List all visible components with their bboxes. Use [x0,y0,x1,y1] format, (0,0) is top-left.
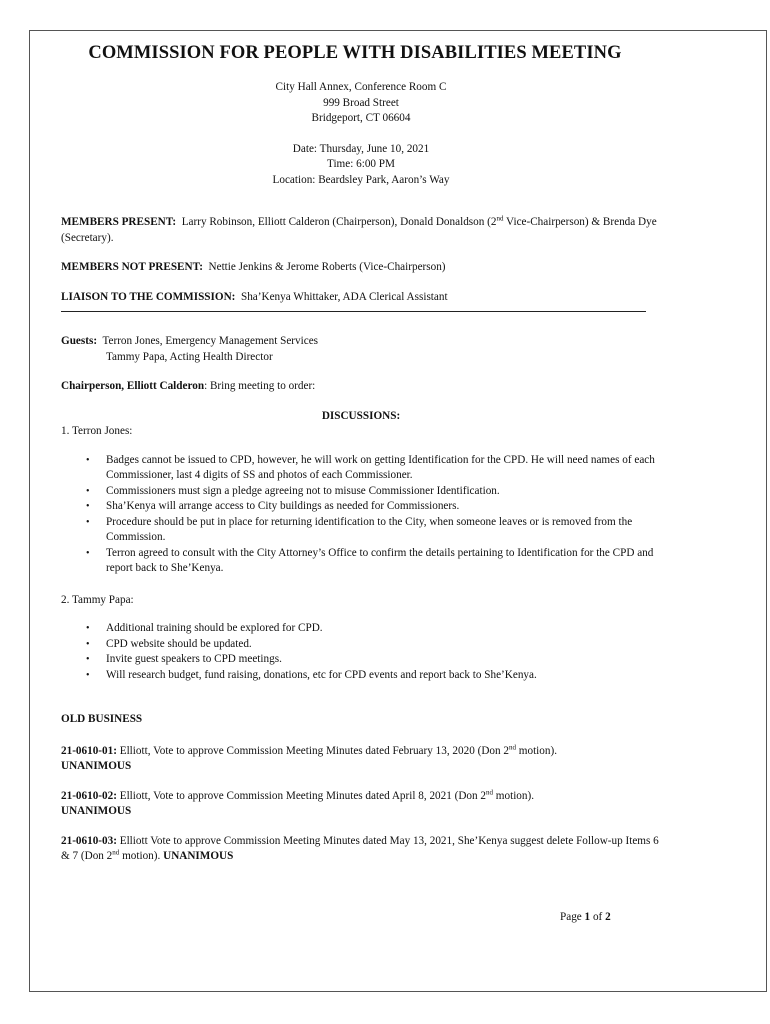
bullet: • [86,669,90,681]
bullet: • [86,638,90,650]
motion-result: UNANIMOUS [61,760,132,772]
bullet: • [86,485,90,497]
address-line-3: Bridgeport, CT 06604 [311,112,411,124]
chair-text: : Bring meeting to order: [204,380,316,392]
old-business-item-2: 21-0610-02: Elliott, Vote to approve Commission Meeting Minutes dated April 8, 2021 (Don 2nd motion). UNANIMOUS [61,787,535,817]
separator-rule [61,311,646,312]
address-line-1: City Hall Annex, Conference Room C [275,81,447,93]
meeting-details [61,142,661,189]
page-number: Page 1 of 2 [560,911,611,923]
bullet: • [86,623,90,634]
document-title: COMMISSION FOR PEOPLE WITH DISABILITIES MEETING [88,43,622,63]
liaison-text: Sha’Kenya Whittaker, ADA Clerical Assistant [240,290,448,303]
members-present-label: MEMBERS PRESENT: [61,216,177,228]
meeting-date: Date: Thursday, June 10, 2021 [292,142,430,155]
list-item: • Procedure should be put in place for returning identification to the City, when someone leaves or is removed from the Commission. [86,515,633,543]
meeting-location: Location: Beardsley Park, Aaron’s Way [272,173,450,186]
bullet: • [86,501,90,512]
old-business-title: OLD BUSINESS [61,713,143,725]
list-item: • Sha’Kenya will arrange access to City buildings as needed for Commissioners. [106,499,661,515]
list-item: • Additional training should be explored for CPD. [106,621,661,637]
guests-label: Guests: [61,335,98,347]
motion-id: 21-0610-02: [61,789,117,802]
members-present-text-b: Vice-Chairperson) & Brenda Dye (Secretary). [61,216,657,244]
members-not-present-text: Nettie Jenkins & Jerome Roberts (Vice-Chairperson) [208,261,446,273]
guest-1: Terron Jones, Emergency Management Services [102,335,319,347]
liaison-label: LIAISON TO THE COMMISSION: [61,290,236,303]
chair-statement [61,379,661,395]
discussion-topic-2: 2. Tammy Papa: [61,593,134,606]
bullet: • [86,516,90,528]
bullet: • [86,547,90,559]
bullet: • [86,654,90,665]
old-business-item-3: 21-0610-03: Elliott Vote to approve Commission Meeting Minutes dated May 13, 2021, She’Kenya suggest delete Follow-up Items 6 & 7 (Don 2nd motion). UNANIMOUS [61,834,659,862]
motion-id: 21-0610-01: [61,744,117,757]
list-item: • Will research budget, fund raising, donations, etc for CPD events and report back to She’Kenya. [106,668,661,684]
discussion-topic-1: 1. Terron Jones: [61,425,133,437]
members-present-sup: nd [496,214,504,223]
topic-2-list [61,621,661,683]
list-item: • Terron agreed to consult with the City Attorney’s Office to confirm the details pertaining to Identification for the CPD and report back to She’Kenya. [86,546,654,574]
bullet: • [86,454,90,466]
meeting-time: Time: 6:00 PM [327,158,395,170]
list-item: • Commissioners must sign a pledge agreeing not to misuse Commissioner Identification. [106,484,661,500]
chair-label: Chairperson, Elliott Calderon [61,380,205,392]
document-body [61,42,661,865]
motion-id: 21-0610-03: [61,834,117,847]
list-item: • CPD website should be updated. [106,637,661,653]
current-page: 1 [584,911,591,923]
motion-result: UNANIMOUS [61,805,132,817]
members-present [61,215,661,246]
guest-2: Tammy Papa, Acting Health Director [106,350,273,363]
members-not-present-label: MEMBERS NOT PRESENT: [61,261,203,273]
liaison [61,290,661,306]
address-line-2: 999 Broad Street [323,96,399,109]
list-item: • Invite guest speakers to CPD meetings. [106,652,661,668]
discussions-title: DISCUSSIONS: [321,409,401,422]
motion-result: UNANIMOUS [163,850,234,862]
total-pages: 2 [605,911,611,923]
list-item: • Badges cannot be issued to CPD, however, he will work on getting Identification for the CPD. He will need names of each Commissioner, last 4 digits of SS and photos of each Commissioner. [86,453,655,481]
topic-1-list [61,453,661,577]
members-not-present [61,260,661,276]
guests [61,334,661,365]
members-present-text-a: Larry Robinson, Elliott Calderon (Chairperson), Donald Donaldson (2 [181,216,497,228]
old-business-item-1: 21-0610-01: Elliott, Vote to approve Commission Meeting Minutes dated February 13, 2020 (Don 2nd motion). UNANIMOUS [61,742,558,772]
meeting-address [61,80,661,127]
